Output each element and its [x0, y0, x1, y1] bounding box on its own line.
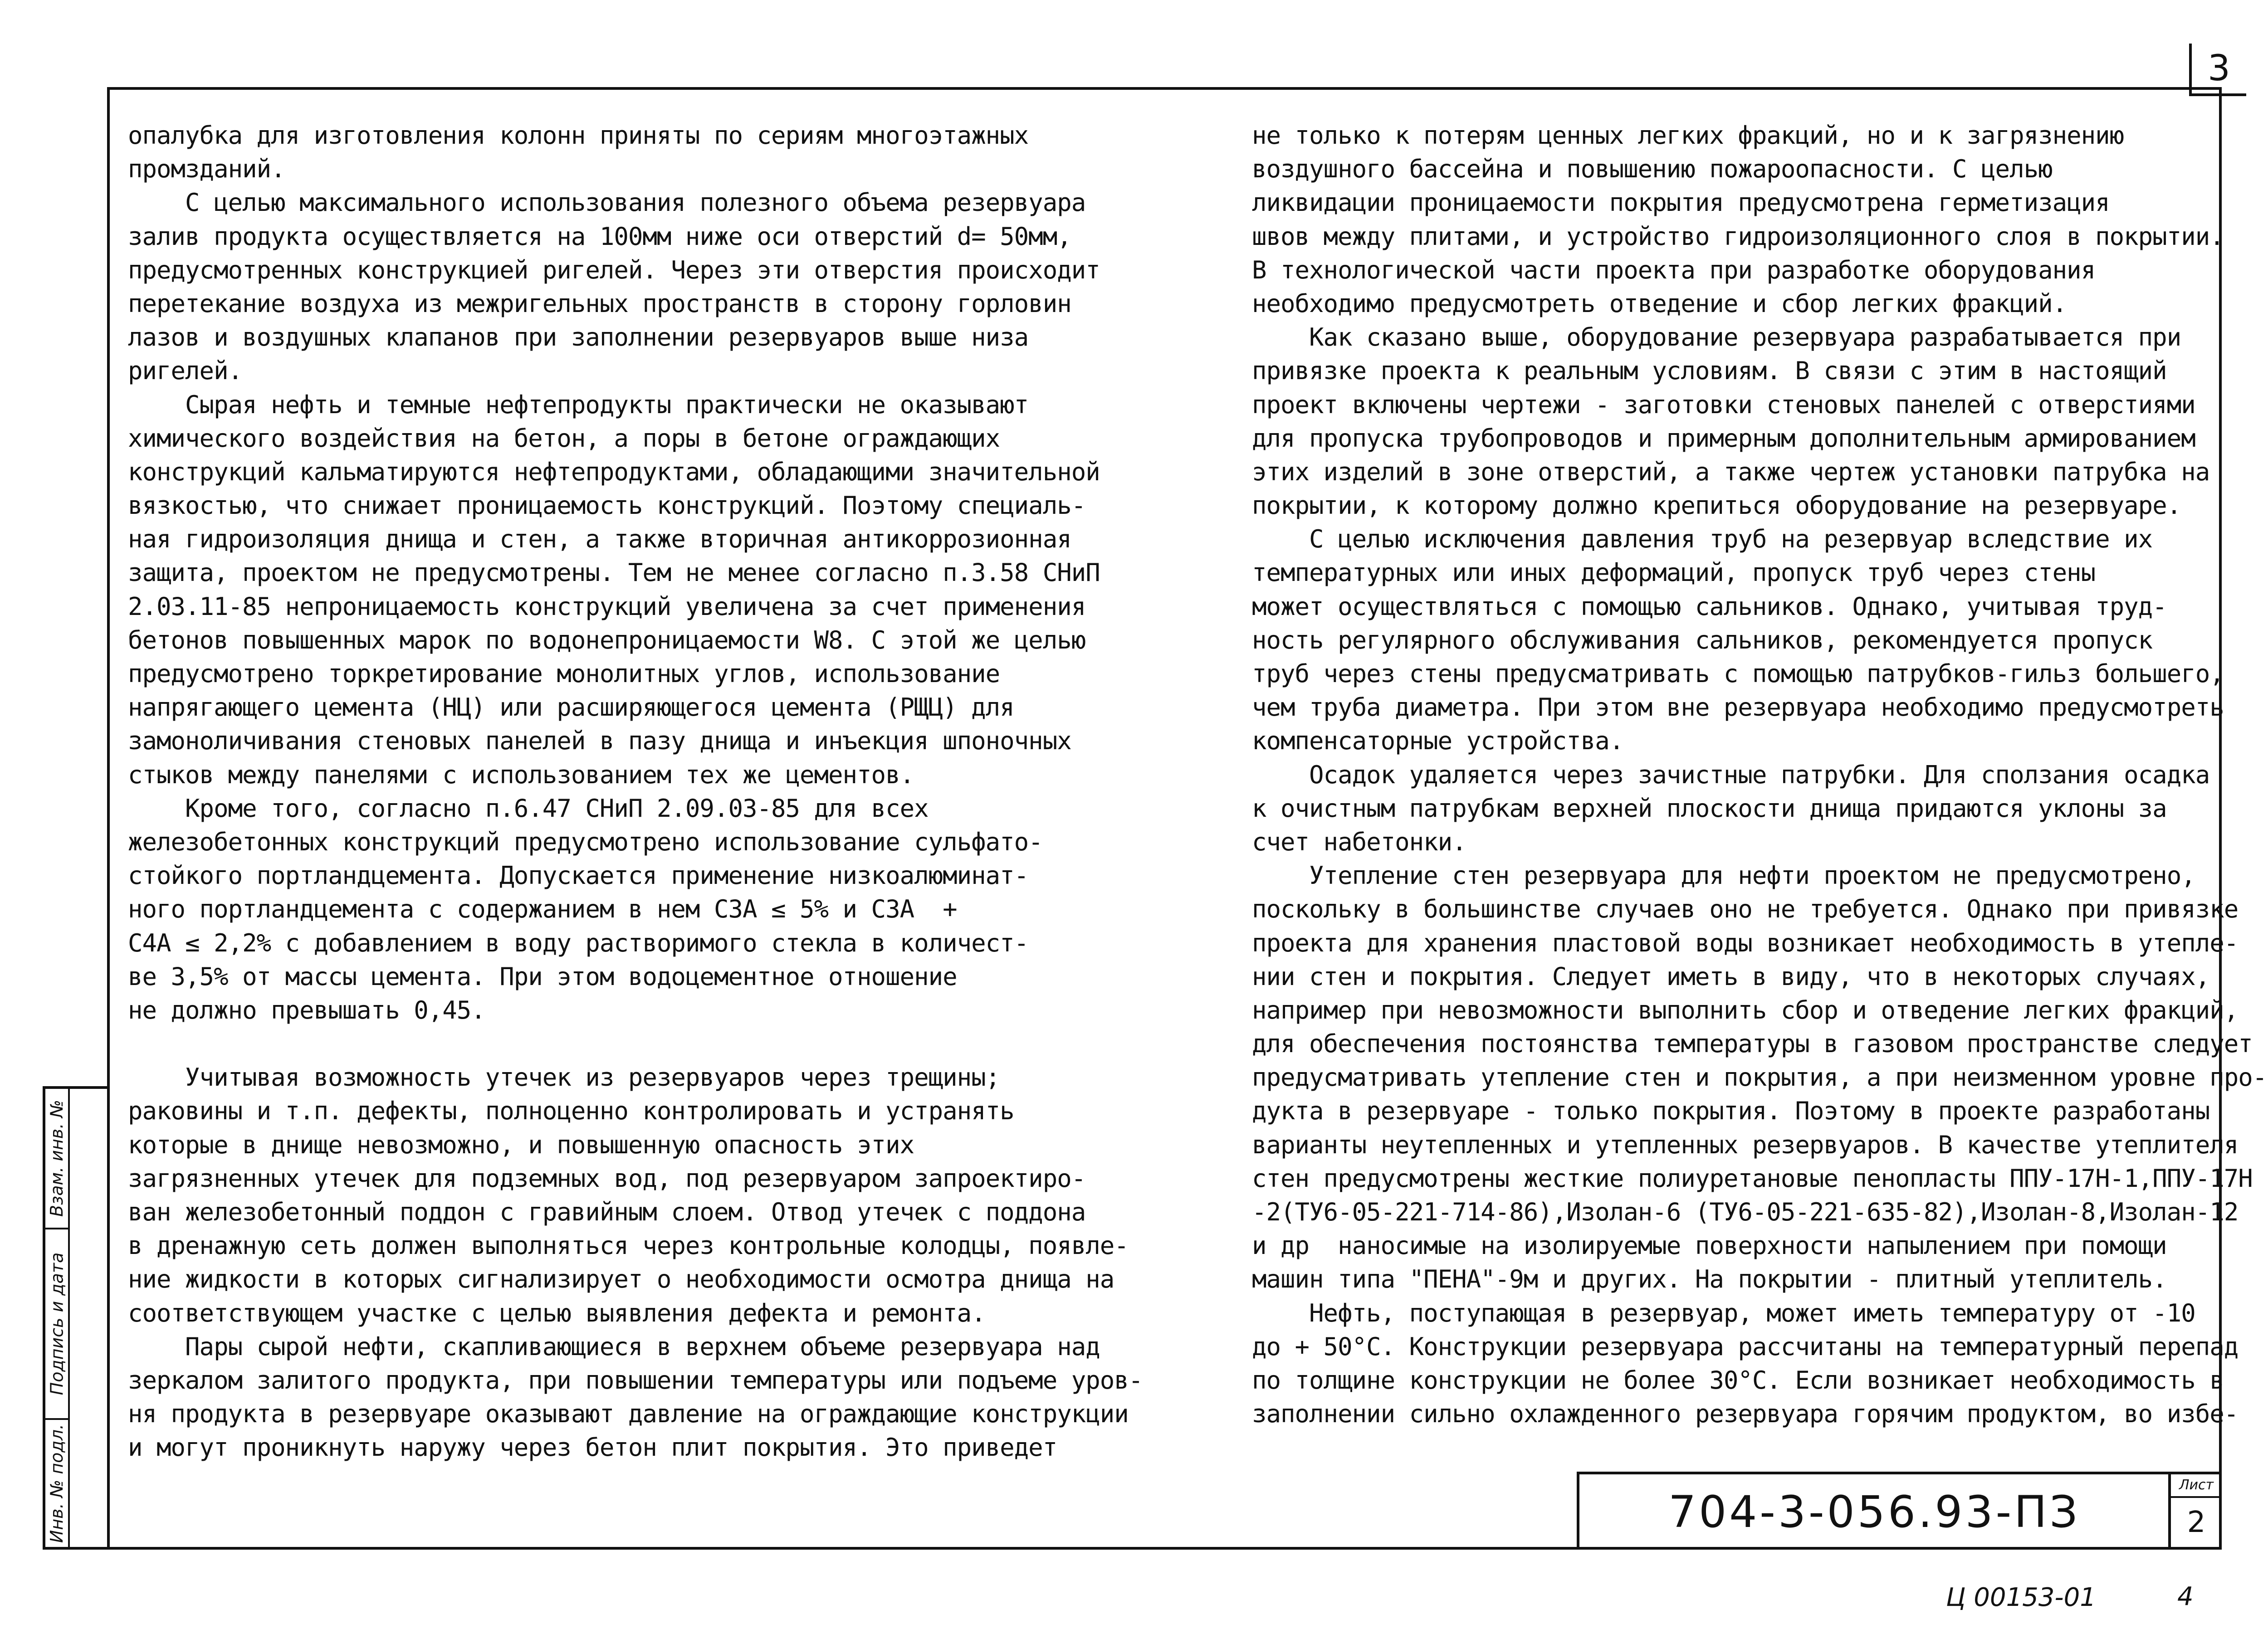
text-line: -2(ТУ6-05-221-714-86),Изолан-6 (ТУ6-05-221-635-82),Изолан-8,Изолан-12	[1252, 1198, 2239, 1226]
text-line: защита, проектом не предусмотрены. Тем не менее согласно п.3.58 СНиП	[128, 558, 1100, 587]
text-line: привязке проекта к реальным условиям. В связи с этим в настоящий	[1252, 356, 2167, 385]
text-line: Пары сырой нефти, скапливающиеся в верхнем объеме резервуара над	[128, 1332, 1100, 1361]
text-line: не только к потерям ценных легких фракций, но и к загрязнению	[1252, 121, 2124, 150]
text-line: вязкостью, что снижает проницаемость конструкций. Поэтому специаль-	[128, 491, 1086, 520]
text-line: перетекание воздуха из межригельных пространств в сторону горловин	[128, 289, 1071, 318]
text-line: раковины и т.п. дефекты, полноценно контролировать и устранять	[128, 1097, 1014, 1126]
title-block	[1577, 1472, 2222, 1550]
text-line: например при невозможности выполнить сбор и отведение легких фракций,	[1252, 995, 2239, 1024]
text-line: Кроме того, согласно п.6.47 СНиП 2.09.03-85 для всех	[128, 794, 929, 823]
text-line: ние жидкости в которых сигнализирует о необходимости осмотра днища на	[128, 1265, 1114, 1294]
text-line: замоноличивания стеновых панелей в пазу днища и инъекция шпоночных	[128, 727, 1071, 756]
text-line: промзданий.	[128, 155, 285, 184]
text-line: ность регулярного обслуживания сальников, рекомендуется пропуск	[1252, 625, 2153, 654]
text-line: соответствующем участке с целью выявления дефекта и ремонта.	[128, 1298, 986, 1327]
document-code: 704-3-056.93-ПЗ	[1668, 1487, 2080, 1537]
text-line: опалубка для изготовления колонн приняты по сериям многоэтажных	[128, 121, 1029, 150]
text-line: может осуществляться с помощью сальников. Однако, учитывая труд-	[1252, 592, 2167, 621]
text-line: швов между плитами, и устройство гидроизоляционного слоя в покрытии.	[1252, 222, 2224, 251]
text-line: Учитывая возможность утечек из резервуаров через трещины;	[128, 1063, 1000, 1092]
text-line: проекта для хранения пластовой воды возникает необходимость в утепле-	[1252, 928, 2239, 957]
text-line: труб через стены предусматривать с помощью патрубков-гильз большего,	[1252, 659, 2224, 688]
text-line: температурных или иных деформаций, пропуск труб через стены	[1252, 558, 2096, 587]
text-line: ван железобетонный поддон с гравийным слоем. Отвод утечек с поддона	[128, 1198, 1086, 1226]
text-line: чем труба диаметра. При этом вне резервуара необходимо предусмотреть	[1252, 693, 2224, 722]
text-line: С целью исключения давления труб на резервуар вследствие их	[1252, 525, 2153, 554]
text-line: стойкого портландцемента. Допускается применение низкоалюминат-	[128, 861, 1029, 890]
text-line: покрытии, к которому должно крепиться оборудование на резервуаре.	[1252, 491, 2181, 520]
sheet-cell	[2168, 1474, 2222, 1550]
text-line: к очистным патрубкам верхней плоскости днища придаются уклоны за	[1252, 794, 2167, 823]
text-line: В технологической части проекта при разработке оборудования	[1252, 255, 2096, 284]
text-line: ного портландцемента с содержанием в нем C3A ≤ 5% и C3A +	[128, 895, 957, 924]
text-line: конструкций кальматируются нефтепродуктами, обладающими значительной	[128, 457, 1100, 486]
page-number: 4	[2177, 1582, 2194, 1611]
text-line: компенсаторные устройства.	[1252, 727, 1624, 756]
stamp-cell-signature-date	[45, 1229, 68, 1420]
text-line: счет набетонки.	[1252, 827, 1466, 856]
stamp-label-replacement-inv: Взам. инв. №	[47, 1099, 67, 1217]
sheet-number: 2	[2187, 1506, 2206, 1539]
text-line: C4A ≤ 2,2% с добавлением в воду растворимого стекла в количест-	[128, 928, 1029, 957]
text-line: ная гидроизоляция днища и стен, а также вторичная антикоррозионная	[128, 525, 1071, 554]
inventory-number: Ц 00153-01	[1946, 1583, 2096, 1612]
text-line: Утепление стен резервуара для нефти проектом не предусмотрено,	[1252, 861, 2195, 890]
text-line: для пропуска трубопроводов и примерным дополнительным армированием	[1252, 424, 2195, 453]
text-line: напрягающего цемента (НЦ) или расширяющегося цемента (РЩЦ) для	[128, 693, 1014, 722]
text-line: предусмотрено торкретирование монолитных углов, использование	[128, 659, 1000, 688]
right-text-column	[1252, 119, 2267, 1431]
text-line: дукта в резервуаре - только покрытия. Поэтому в проекте разработаны	[1252, 1097, 2210, 1126]
text-line: не должно превышать 0,45.	[128, 995, 485, 1024]
side-stamp-divider	[68, 1089, 70, 1547]
text-line: ня продукта в резервуаре оказывают давление на ограждающие конструкции	[128, 1400, 1129, 1429]
text-line: и могут проникнуть наружу через бетон плит покрытия. Это приведет	[128, 1433, 1057, 1462]
text-line: бетонов повышенных марок по водонепроницаемости W8. С этой же целью	[128, 625, 1086, 654]
text-line: предусматривать утепление стен и покрытия, а при неизменном уровне про-	[1252, 1063, 2267, 1092]
text-line: по толщине конструкции не более 30°С. Если возникает необходимость в	[1252, 1366, 2224, 1395]
stamp-label-signature-date: Подпись и дата	[47, 1252, 67, 1395]
text-line: залив продукта осуществляется на 100мм ниже оси отверстий d= 50мм,	[128, 222, 1071, 251]
text-line: лазов и воздушных клапанов при заполнении резервуаров выше низа	[128, 323, 1029, 352]
text-line: и др наносимые на изолируемые поверхности напылением при помощи	[1252, 1231, 2167, 1260]
text-line: поскольку в большинстве случаев оно не требуется. Однако при привязке	[1252, 895, 2239, 924]
text-line: химического воздействия на бетон, а поры в бетоне ограждающих	[128, 424, 1000, 453]
side-stamp	[43, 1086, 107, 1550]
text-line: Сырая нефть и темные нефтепродукты практически не оказывают	[128, 390, 1029, 419]
text-line: стыков между панелями с использованием тех же цементов.	[128, 760, 914, 789]
stamp-cell-original-inv	[45, 1420, 68, 1547]
stamp-cell-replacement-inv	[45, 1089, 68, 1229]
text-line: проект включены чертежи - заготовки стеновых панелей с отверстиями	[1252, 390, 2195, 419]
text-line: Осадок удаляется через зачистные патрубки. Для сползания осадка	[1252, 760, 2210, 789]
stamp-label-original-inv: Инв. № подл.	[47, 1424, 67, 1543]
left-text-column	[128, 119, 1143, 1465]
text-line: до + 50°С. Конструкции резервуара рассчитаны на температурный перепад	[1252, 1332, 2239, 1361]
text-line: железобетонных конструкций предусмотрено использование сульфато-	[128, 827, 1043, 856]
text-line: ве 3,5% от массы цемента. При этом водоцементное отношение	[128, 962, 957, 991]
text-line: машин типа "ПЕНА"-9м и других. На покрытии - плитный утеплитель.	[1252, 1265, 2167, 1294]
text-line: 2.03.11-85 непроницаемость конструкций увеличена за счет применения	[128, 592, 1086, 621]
text-line: загрязненных утечек для подземных вод, под резервуаром запроектиро-	[128, 1164, 1086, 1193]
text-line: этих изделий в зоне отверстий, а также чертеж установки патрубка на	[1252, 457, 2210, 486]
text-line: зеркалом залитого продукта, при повышении температуры или подъеме уров-	[128, 1366, 1143, 1395]
text-line: Как сказано выше, оборудование резервуара разрабатывается при	[1252, 323, 2181, 352]
sheet-label: Лист	[2171, 1474, 2222, 1498]
text-line: ригелей.	[128, 356, 243, 385]
corner-sheet-number: 3	[2189, 44, 2246, 96]
text-line: воздушного бассейна и повышению пожароопасности. С целью	[1252, 155, 2053, 184]
text-line: нии стен и покрытия. Следует иметь в виду, что в некоторых случаях,	[1252, 962, 2210, 991]
text-line: варианты неутепленных и утепленных резервуаров. В качестве утеплителя	[1252, 1130, 2239, 1159]
text-line: которые в днище невозможно, и повышенную опасность этих	[128, 1130, 914, 1159]
text-line: Нефть, поступающая в резервуар, может иметь температуру от -10	[1252, 1298, 2195, 1327]
text-line: заполнении сильно охлажденного резервуара горячим продуктом, во избе-	[1252, 1400, 2239, 1429]
text-line: необходимо предусмотреть отведение и сбор легких фракций.	[1252, 289, 2067, 318]
text-line: стен предусмотрены жесткие полиуретановые пенопласты ППУ-17Н-1,ППУ-17Н	[1252, 1164, 2253, 1193]
text-line: в дренажную сеть должен выполняться через контрольные колодцы, появле-	[128, 1231, 1129, 1260]
text-line: для обеспечения постоянства температуры в газовом пространстве следует	[1252, 1029, 2253, 1058]
text-line: ликвидации проницаемости покрытия предусмотрена герметизация	[1252, 188, 2110, 217]
text-line: предусмотренных конструкцией ригелей. Через эти отверстия происходит	[128, 255, 1100, 284]
text-line	[128, 1027, 1143, 1061]
text-line: С целью максимального использования полезного объема резервуара	[128, 188, 1086, 217]
